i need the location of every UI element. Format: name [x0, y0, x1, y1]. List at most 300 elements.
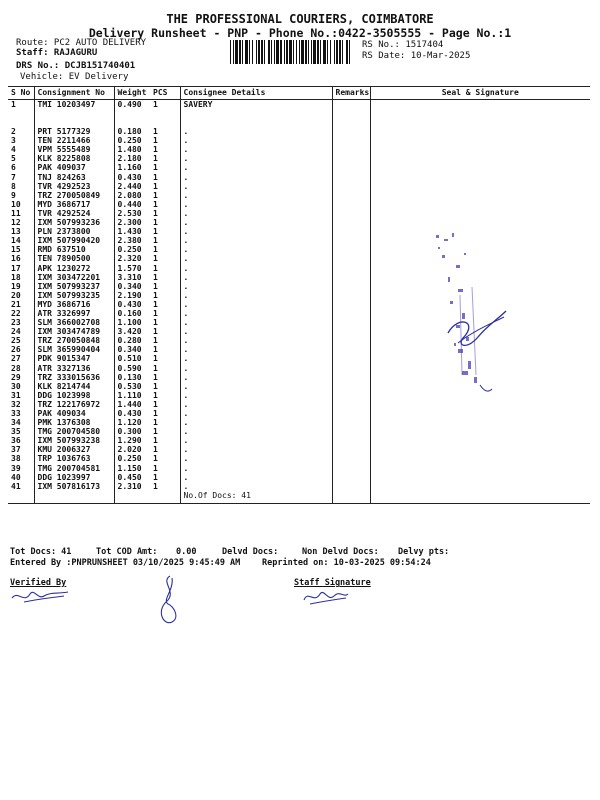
row-pcs: 1 [150, 209, 180, 218]
row-weight: 1.440 [117, 399, 142, 409]
row-consignment-no: IXM 507993235 [34, 291, 114, 300]
barcode-bar [271, 40, 272, 64]
row-remarks [332, 445, 370, 454]
row-consignment-no: TMG 200704580 [34, 427, 114, 436]
row-consignment-no: VPM 5555489 [34, 145, 114, 154]
row-sno: 6 [8, 163, 34, 172]
table-row [8, 127, 590, 136]
company-name: THE PROFESSIONAL COURIERS, COIMBATORE [166, 12, 434, 26]
row-consignee-details: . [180, 418, 332, 427]
row-consignment-no: TRZ 270050848 [34, 336, 114, 345]
row-weight: 0.440 [117, 199, 142, 209]
row-weight: 1.120 [117, 418, 142, 428]
row-consignment-no: SLM 365990404 [34, 345, 114, 354]
table-row [8, 427, 590, 436]
row-consignment-no: KLK 8214744 [34, 382, 114, 391]
row-weight: 1.100 [117, 318, 142, 328]
table-row [8, 182, 590, 191]
row-sno: 11 [8, 209, 34, 218]
row-pcs: 1 [150, 100, 180, 110]
barcode-bar [274, 40, 275, 64]
row-consignee-details: . [180, 409, 332, 418]
row-consignee-details: . [180, 345, 332, 354]
row-sno: 19 [8, 282, 34, 291]
row-consignment-no: TMI 10203497 [34, 100, 114, 110]
row-sno: 7 [8, 173, 34, 182]
row-consignee-details: . [180, 291, 332, 300]
row-pcs: 1 [150, 327, 180, 336]
col-header-consignee: Consignee Details [180, 87, 332, 100]
row-weight: 3.420 [117, 327, 142, 337]
row-consignment-no: TRZ 333015636 [34, 373, 114, 382]
row-sno: 8 [8, 182, 34, 191]
row-weight: 2.190 [117, 290, 142, 300]
rs-date: RS Date: 10-Mar-2025 [362, 51, 471, 61]
row-consignment-no: IXM 507990420 [34, 236, 114, 245]
row-sno: 31 [8, 391, 34, 400]
row-consignee-details: . [180, 300, 332, 309]
row-consignment-no: PAK 409037 [34, 163, 114, 172]
row-consignee-details: . [180, 227, 332, 236]
row-pcs: 1 [150, 291, 180, 300]
row-sno: 40 [8, 473, 34, 482]
row-pcs: 1 [150, 382, 180, 391]
table-row [8, 163, 590, 172]
row-pcs: 1 [150, 354, 180, 363]
row-remarks [332, 382, 370, 391]
row-consignee-details: . [180, 309, 332, 318]
barcode-bar [235, 40, 238, 64]
row-consignee-details: . [180, 336, 332, 345]
row-remarks [332, 136, 370, 145]
row-sno: 38 [8, 454, 34, 463]
row-sno: 29 [8, 373, 34, 382]
row-remarks [332, 409, 370, 418]
col-header-weight: Weight [114, 87, 150, 100]
entered-by: Entered By :PNPRUNSHEET 03/10/2025 9:45:49 AM [10, 558, 241, 568]
row-consignee-details: . [180, 163, 332, 172]
row-seal-signature [370, 454, 590, 463]
row-sno: 2 [8, 127, 34, 136]
barcode-bar [305, 40, 307, 64]
barcode-bar [276, 40, 279, 64]
row-pcs: 1 [150, 145, 180, 154]
row-remarks [332, 200, 370, 209]
row-consignment-no: IXM 507993236 [34, 218, 114, 227]
barcode-bar [245, 40, 248, 64]
barcode-bar [311, 40, 312, 64]
row-weight: 1.570 [117, 263, 142, 273]
row-remarks [332, 464, 370, 473]
table-row [8, 100, 590, 110]
row-pcs: 1 [150, 191, 180, 200]
row-consignee-details: . [180, 136, 332, 145]
row-sno: 21 [8, 300, 34, 309]
row-consignment-no: PLN 2373800 [34, 227, 114, 236]
row-consignee-details: SAVERY [180, 100, 332, 110]
row-pcs: 1 [150, 454, 180, 463]
barcode-bar [296, 40, 297, 64]
barcode-bar [264, 40, 265, 64]
row-consignment-no: IXM 303472201 [34, 273, 114, 282]
table-row [8, 482, 590, 491]
row-seal-signature [370, 182, 590, 191]
row-remarks [332, 282, 370, 291]
row-sno: 10 [8, 200, 34, 209]
row-seal-signature [370, 445, 590, 454]
row-consignment-no: IXM 507993237 [34, 282, 114, 291]
row-weight: 0.490 [117, 100, 142, 109]
row-remarks [332, 327, 370, 336]
barcode-bar [230, 40, 231, 64]
row-consignee-details: . [180, 354, 332, 363]
total-docs: Tot Docs: 41 [10, 547, 72, 557]
row-consignment-no: TRZ 122176972 [34, 400, 114, 409]
row-pcs: 1 [150, 473, 180, 482]
row-remarks [332, 264, 370, 273]
drs-number: DRS No.: DCJB151740401 [16, 61, 136, 71]
row-remarks [332, 300, 370, 309]
barcode-bar [349, 40, 350, 64]
row-pcs: 1 [150, 236, 180, 245]
row-consignee-details: . [180, 182, 332, 191]
barcode-bar [320, 40, 321, 64]
verified-by-label: Verified By [10, 578, 67, 588]
row-pcs: 1 [150, 173, 180, 182]
row-sno: 9 [8, 191, 34, 200]
table-row [8, 445, 590, 454]
barcode-bar [289, 40, 292, 64]
staff-label: Staff: RAJAGURU [16, 48, 98, 58]
row-consignee-details: . [180, 482, 332, 491]
row-pcs: 1 [150, 336, 180, 345]
row-consignment-no: TRZ 270050849 [34, 191, 114, 200]
table-row [8, 136, 590, 145]
row-sno: 26 [8, 345, 34, 354]
row-remarks [332, 236, 370, 245]
row-remarks [332, 354, 370, 363]
row-remarks [332, 100, 370, 110]
row-pcs: 1 [150, 345, 180, 354]
row-weight: 2.380 [117, 236, 142, 246]
row-consignee-details: . [180, 373, 332, 382]
row-consignee-details: . [180, 209, 332, 218]
row-sno: 12 [8, 218, 34, 227]
row-consignee-details: . [180, 391, 332, 400]
row-remarks [332, 209, 370, 218]
row-pcs: 1 [150, 445, 180, 454]
delivery-points: Delvy pts: [398, 547, 450, 557]
row-sno: 35 [8, 427, 34, 436]
row-consignee-details: . [180, 473, 332, 482]
verifier-signature [8, 584, 78, 608]
row-sno: 14 [8, 236, 34, 245]
row-consignment-no: KLK 8225808 [34, 154, 114, 163]
reprinted-on: Reprinted on: 10-03-2025 09:54:24 [262, 558, 431, 568]
row-weight: 1.160 [117, 163, 142, 173]
row-consignee-details: . [180, 154, 332, 163]
row-weight: 0.180 [117, 127, 142, 137]
row-consignment-no: ATR 3327136 [34, 364, 114, 373]
row-seal-signature [370, 482, 590, 491]
barcode-bar [293, 40, 294, 64]
barcode-bar [252, 40, 253, 64]
row-pcs: 1 [150, 245, 180, 254]
barcode-bar [249, 40, 250, 64]
row-consignee-details: . [180, 145, 332, 154]
row-pcs: 1 [150, 391, 180, 400]
row-sno: 23 [8, 318, 34, 327]
row-seal-signature [370, 136, 590, 145]
barcode-bar [299, 40, 300, 64]
row-seal-signature [370, 154, 590, 163]
barcode-bar [242, 40, 243, 64]
row-weight: 2.530 [117, 208, 142, 218]
row-remarks [332, 482, 370, 491]
row-weight: 1.150 [117, 463, 142, 473]
row-sno: 1 [8, 100, 34, 110]
barcode-bar [268, 40, 270, 64]
table-row [8, 400, 590, 409]
row-remarks [332, 154, 370, 163]
row-consignment-no: PMK 1376308 [34, 418, 114, 427]
barcode-bar [258, 40, 260, 64]
row-remarks [332, 191, 370, 200]
row-remarks [332, 436, 370, 445]
row-remarks [332, 391, 370, 400]
row-consignment-no: PAK 409034 [34, 409, 114, 418]
table-row [8, 418, 590, 427]
row-weight: 0.430 [117, 172, 142, 182]
col-header-remarks: Remarks [332, 87, 370, 100]
row-sno: 16 [8, 254, 34, 263]
row-pcs: 1 [150, 482, 180, 491]
row-remarks [332, 173, 370, 182]
row-remarks [332, 145, 370, 154]
row-sno: 27 [8, 354, 34, 363]
row-seal-signature [370, 100, 590, 110]
barcode-bar [334, 40, 335, 64]
row-consignment-no: TNJ 824263 [34, 173, 114, 182]
row-weight: 0.430 [117, 409, 142, 418]
row-weight: 0.340 [117, 281, 142, 291]
row-pcs: 1 [150, 218, 180, 227]
row-consignment-no: MYD 3686717 [34, 200, 114, 209]
row-consignee-details: . [180, 445, 332, 454]
row-remarks [332, 373, 370, 382]
table-row [8, 473, 590, 482]
table-header-row [8, 87, 590, 100]
row-pcs: 1 [150, 163, 180, 172]
row-consignee-details: . [180, 236, 332, 245]
row-sno: 25 [8, 336, 34, 345]
row-consignee-details: . [180, 273, 332, 282]
row-weight: 2.310 [117, 481, 142, 491]
row-seal-signature [370, 464, 590, 473]
row-consignment-no: TVR 4292523 [34, 182, 114, 191]
row-remarks [332, 345, 370, 354]
row-pcs: 1 [150, 136, 180, 145]
row-pcs: 1 [150, 418, 180, 427]
delivered-docs: Delvd Docs: [222, 547, 279, 557]
row-weight: 0.250 [117, 245, 142, 255]
row-consignee-details: . [180, 400, 332, 409]
handwritten-signature [150, 572, 190, 630]
barcode-bar [308, 40, 309, 64]
row-weight: 2.320 [117, 254, 142, 264]
row-sno: 28 [8, 364, 34, 373]
barcode-bar [233, 40, 234, 64]
barcode-image [230, 40, 352, 64]
row-weight: 2.440 [117, 181, 142, 191]
row-remarks [332, 273, 370, 282]
runsheet-title: Delivery Runsheet - PNP - Phone No.:0422-3505555 - Page No.:1 [88, 26, 512, 40]
row-pcs: 1 [150, 182, 180, 191]
row-sno: 5 [8, 154, 34, 163]
row-consignee-details: . [180, 127, 332, 136]
staff-signature-label: Staff Signature [294, 578, 371, 588]
row-consignee-details: . [180, 327, 332, 336]
row-seal-signature [370, 418, 590, 427]
row-pcs: 1 [150, 318, 180, 327]
row-consignee-details: . [180, 382, 332, 391]
row-sno: 4 [8, 145, 34, 154]
row-consignee-details: . [180, 218, 332, 227]
row-sno: 20 [8, 291, 34, 300]
row-pcs: 1 [150, 200, 180, 209]
table-row [8, 173, 590, 182]
row-consignee-details: . [180, 245, 332, 254]
row-pcs: 1 [150, 154, 180, 163]
row-pcs: 1 [150, 364, 180, 373]
table-row [8, 454, 590, 463]
row-pcs: 1 [150, 464, 180, 473]
row-pcs: 1 [150, 227, 180, 236]
row-remarks [332, 227, 370, 236]
row-pcs: 1 [150, 427, 180, 436]
row-consignment-no: RMD 637510 [34, 245, 114, 254]
row-consignment-no: TVR 4292524 [34, 209, 114, 218]
row-consignment-no: IXM 507816173 [34, 482, 114, 491]
row-weight: 0.340 [117, 345, 142, 355]
row-consignee-details: . [180, 200, 332, 209]
row-remarks [332, 418, 370, 427]
row-pcs: 1 [150, 409, 180, 418]
table-row [8, 200, 590, 209]
col-header-seal-signature: Seal & Signature [370, 87, 590, 100]
row-weight: 0.250 [117, 136, 142, 146]
row-weight: 1.480 [117, 145, 142, 155]
row-remarks [332, 291, 370, 300]
row-seal-signature [370, 209, 590, 218]
table-row [8, 154, 590, 163]
row-weight: 3.310 [117, 272, 142, 282]
row-weight: 0.300 [117, 427, 142, 437]
row-sno: 24 [8, 327, 34, 336]
row-weight: 1.430 [117, 227, 142, 237]
row-sno: 36 [8, 436, 34, 445]
row-remarks [332, 427, 370, 436]
row-consignment-no: DDG 1023998 [34, 391, 114, 400]
row-seal-signature [370, 173, 590, 182]
row-consignment-no: PRT 5177329 [34, 127, 114, 136]
row-remarks [332, 163, 370, 172]
row-weight: 0.130 [117, 372, 142, 382]
row-pcs: 1 [150, 373, 180, 382]
row-weight: 1.110 [117, 390, 142, 400]
row-consignment-no: ATR 3326997 [34, 309, 114, 318]
row-pcs: 1 [150, 300, 180, 309]
row-remarks [332, 254, 370, 263]
row-seal-signature [370, 473, 590, 482]
row-consignment-no: APK 1230272 [34, 264, 114, 273]
row-remarks [332, 454, 370, 463]
row-remarks [332, 218, 370, 227]
received-stamp [418, 225, 518, 400]
col-header-sno: S No [8, 87, 34, 100]
row-sno: 15 [8, 245, 34, 254]
row-remarks [332, 400, 370, 409]
barcode-bar [261, 40, 263, 64]
row-seal-signature [370, 127, 590, 136]
row-weight: 0.530 [117, 381, 142, 391]
row-consignment-no: DDG 1023997 [34, 473, 114, 482]
barcode-bar [286, 40, 288, 64]
row-consignee-details: . [180, 173, 332, 182]
row-consignment-no: MYD 3686716 [34, 300, 114, 309]
row-weight: 0.510 [117, 354, 142, 364]
barcode-bar [256, 40, 257, 64]
col-header-pcs: PCS [150, 87, 180, 100]
barcode-bar [313, 40, 316, 64]
barcode-bar [330, 40, 331, 64]
table-row [8, 436, 590, 445]
row-sno: 32 [8, 400, 34, 409]
row-weight: 0.280 [117, 336, 142, 346]
row-sno: 39 [8, 464, 34, 473]
table-row [8, 409, 590, 418]
row-seal-signature [370, 191, 590, 200]
barcode-bar [239, 40, 241, 64]
row-remarks [332, 309, 370, 318]
barcode-bar [317, 40, 319, 64]
row-consignee-details: . [180, 464, 332, 473]
row-consignment-no: IXM 507993238 [34, 436, 114, 445]
row-seal-signature [370, 400, 590, 409]
barcode-bar [346, 40, 348, 64]
barcode-bar [339, 40, 341, 64]
row-weight: 1.290 [117, 436, 142, 446]
table-gap-row [8, 109, 590, 127]
row-consignee-details: . [180, 282, 332, 291]
row-weight: 0.590 [117, 363, 142, 373]
row-consignment-no: SLM 366002708 [34, 318, 114, 327]
vehicle-label: Vehicle: EV Delivery [20, 72, 129, 82]
non-delivered-docs: Non Delvd Docs: [302, 547, 379, 557]
barcode-bar [301, 40, 304, 64]
barcode-bar [280, 40, 282, 64]
row-seal-signature [370, 409, 590, 418]
row-weight: 2.020 [117, 445, 142, 455]
row-weight: 0.160 [117, 308, 142, 318]
row-consignment-no: KMU 2006327 [34, 445, 114, 454]
row-sno: 33 [8, 409, 34, 418]
row-consignee-details: . [180, 318, 332, 327]
barcode-bar [336, 40, 338, 64]
table-footer-row [8, 491, 590, 504]
table-row [8, 209, 590, 218]
row-consignment-no: IXM 303474789 [34, 327, 114, 336]
